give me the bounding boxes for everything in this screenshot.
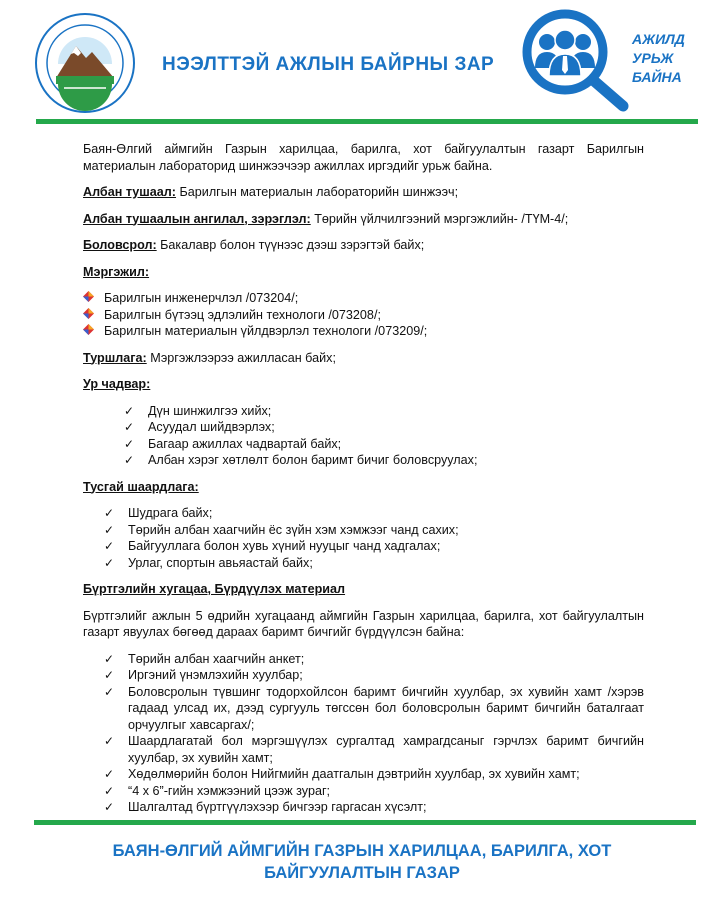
checkmark-icon: ✓	[124, 453, 135, 467]
checkmark-icon: ✓	[104, 555, 115, 570]
classification-line	[83, 211, 644, 228]
registration-label: Бүртгэлийн хугацаа, Бүрдүүлэх материал	[83, 582, 346, 596]
profession-heading	[83, 264, 644, 281]
page-title: НЭЭЛТТЭЙ АЖЛЫН БАЙРНЫ ЗАР	[162, 54, 495, 75]
list-item: ✓ Шудрага байх;	[104, 506, 213, 520]
hiring-line-2: УРЬЖ	[632, 50, 674, 66]
list-item: ✓ Хөдөлмөрийн болон Нийгмийн даатгалын дэвтрийн хуулбар, эх хувийн хамт;	[104, 767, 580, 781]
education-value: Бакалавр болон түүнээс дээш зэрэгтэй байх;	[156, 238, 425, 252]
diamond-bullet-icon	[83, 308, 94, 319]
position-value: Барилгын материалын лабораторийн шинжээч;	[176, 185, 459, 199]
registration-documents-list	[83, 651, 644, 816]
education-label: Боловсрол:	[83, 238, 157, 252]
checkmark-icon: ✓	[104, 783, 115, 798]
classification-value: Төрийн үйлчилгээний мэргэжлийн- /ТҮМ-4/;	[310, 211, 569, 226]
list-item: ✓ Багаар ажиллах чадвартай байх;	[124, 436, 342, 451]
registration-paragraph: Бүртгэлийг ажлын 5 өдрийн хугацаанд аймгийн Газрын харилцаа, барилга, хот байгуулалтын газарт явуулах бөгөөд дараах баримт бичгийг бүрдүүлсэн байна:	[83, 608, 644, 639]
announcement-body	[83, 141, 644, 816]
list-item: Барилгын инженерчлэл /073204/;	[83, 290, 644, 307]
list-item: ✓ Шаардлагатай бол мэргэшүүлэх сургалтад хамрагдсаныг гэрчлэх баримт бичгийн хуулбар, эх хувийн хамт;	[104, 734, 644, 765]
checkmark-icon: ✓	[104, 539, 115, 553]
experience-line	[83, 350, 644, 367]
checkmark-icon: ✓	[104, 684, 115, 699]
list-item: ✓ Боловсролын түвшинг тодорхойлсон баримт бичгийн хуулбар, эх хувийн хамт /хэрэв гадаад улсад их, дээд сургууль төгссөн бол боловсролын баримт бичгийн баталгаат орчуулгыг хавсаргах/;	[104, 684, 644, 732]
registration-heading	[83, 581, 644, 598]
list-item: ✓ Төрийн албан хаагчийн ёс зүйн хэм хэмжээг чанд сахих;	[104, 522, 459, 537]
checkmark-icon: ✓	[124, 436, 135, 451]
classification-label: Албан тушаалын ангилал, зэрэглэл:	[83, 211, 311, 226]
checkmark-icon: ✓	[104, 506, 115, 520]
footer-divider	[34, 820, 696, 825]
list-item: ✓ Шалгалтад бүртгүүлэхээр бичгээр гаргасан хүсэлт;	[104, 800, 427, 814]
list-item: ✓ Төрийн албан хаагчийн анкет;	[104, 651, 305, 666]
footer-organization-name	[0, 840, 724, 884]
hiring-magnifier-icon	[515, 6, 633, 118]
checkmark-icon: ✓	[104, 522, 115, 537]
hiring-line-3: БАЙНА	[632, 69, 682, 85]
footer-line-2: БАЙГУУЛАЛТЫН ГАЗАР	[264, 864, 460, 882]
intro-paragraph: Баян-Өлгий аймгийн Газрын харилцаа, барилга, хот байгуулалтын газарт Барилгын материалын лабораторид шинжээчээр ажиллах иргэдийг урьж байна.	[83, 142, 644, 173]
checkmark-icon: ✓	[124, 403, 135, 418]
diamond-bullet-icon	[83, 291, 94, 302]
header-divider	[36, 119, 698, 124]
list-item: Барилгын бүтээц эдлэлийн технологи /073208/;	[83, 307, 644, 324]
position-label: Албан тушаал:	[83, 185, 177, 199]
hiring-tagline	[632, 30, 718, 87]
footer-line-1: БАЯН-ӨЛГИЙ АЙМГИЙН ГАЗРЫН ХАРИЛЦАА, БАРИЛГА, ХОТ	[112, 842, 612, 860]
checkmark-icon: ✓	[104, 668, 115, 682]
list-item: ✓ Урлаг, спортын авьяастай байх;	[104, 555, 313, 570]
list-item: ✓ Асуудал шийдвэрлэх;	[124, 420, 275, 434]
skills-list	[83, 403, 644, 469]
profession-list	[83, 290, 644, 340]
checkmark-icon: ✓	[104, 767, 115, 781]
list-item: ✓ Дүн шинжилгээ хийх;	[124, 403, 272, 418]
list-item: ✓ Албан хэрэг хөтлөлт болон баримт бичиг боловсруулах;	[124, 453, 478, 467]
checkmark-icon: ✓	[124, 420, 135, 434]
experience-label: Туршлага:	[83, 350, 147, 365]
checkmark-icon: ✓	[104, 651, 115, 666]
list-item: ✓ Иргэний үнэмлэхийн хуулбар;	[104, 668, 303, 682]
skills-heading	[83, 376, 644, 393]
profession-label: Мэргэжил:	[83, 264, 150, 279]
special-list	[83, 505, 644, 571]
list-item: ✓ Байгууллага болон хувь хүний нууцыг чанд хадгалах;	[104, 539, 441, 553]
education-line	[83, 237, 644, 254]
header	[0, 0, 724, 125]
diamond-bullet-icon	[83, 324, 94, 335]
list-item: Барилгын материалын үйлдвэрлэл технологи /073209/;	[83, 323, 644, 340]
checkmark-icon: ✓	[104, 800, 115, 814]
hiring-line-1: АЖИЛД	[632, 31, 685, 47]
position-line	[83, 184, 644, 201]
experience-value: Мэргэжлээрээ ажилласан байх;	[146, 350, 336, 365]
list-item: ✓ “4 х 6”-гийн хэмжээний цээж зураг;	[104, 783, 331, 798]
skills-label: Ур чадвар:	[83, 377, 151, 391]
special-heading	[83, 479, 644, 496]
organization-seal-logo	[34, 12, 136, 114]
checkmark-icon: ✓	[104, 734, 115, 748]
special-label: Тусгай шаардлага:	[83, 479, 199, 494]
